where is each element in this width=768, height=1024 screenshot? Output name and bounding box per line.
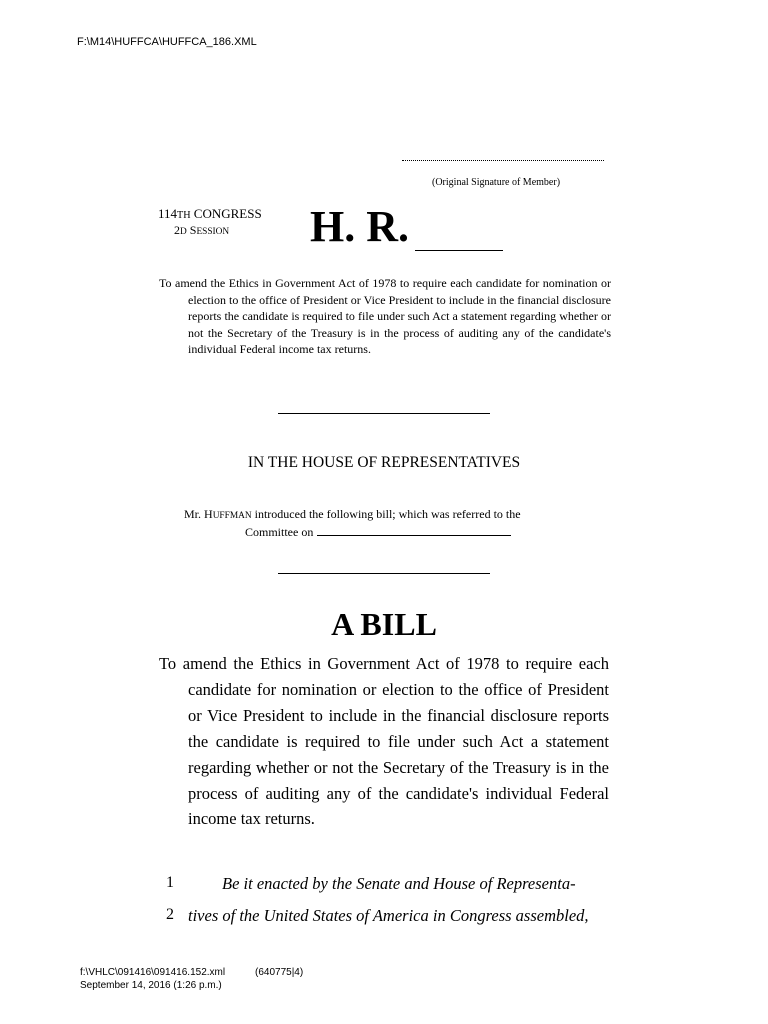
house-heading: IN THE HOUSE OF REPRESENTATIVES xyxy=(247,454,521,471)
divider-rule xyxy=(278,573,490,574)
congress-label: 114TH CONGRESS xyxy=(158,206,262,221)
file-path-header: F:\M14\HUFFCA\HUFFCA_186.XML xyxy=(77,36,257,48)
line-number: 2 xyxy=(166,906,174,923)
signature-caption: (Original Signature of Member) xyxy=(432,177,561,188)
divider-rule xyxy=(278,413,490,414)
bill-number-label: H. R. xyxy=(310,202,409,251)
long-title: To amend the Ethics in Government Act of 1978 to require each candidate for nomination or election to the office of President or Vice President to include in the financial disclosure reports the candidate is required to file under such Act a statement regarding whether or not the Secretary of the Treasury is in the process of auditing any of the candidate's individual Federal income tax returns. xyxy=(159,654,609,829)
bill-number-blank xyxy=(415,250,503,251)
footer-timestamp: September 14, 2016 (1:26 p.m.) xyxy=(80,980,222,991)
line-number: 1 xyxy=(166,874,174,891)
committee-blank xyxy=(317,527,511,536)
bill-heading: A BILL xyxy=(331,606,437,642)
enacting-clause-line: Be it enacted by the Senate and House of Representa- xyxy=(222,874,576,893)
signature-line xyxy=(402,160,604,161)
short-description: To amend the Ethics in Government Act of 1978 to require each candidate for nomination or election to the office of President or Vice President to include in the financial disclosure reports the candidate is required to file under such Act a statement regarding whether or not the Secretary of the Treasury is in the process of auditing any of the candidate's individual Federal income tax returns. xyxy=(159,276,611,357)
session-label: 2D SESSION xyxy=(174,223,230,237)
sponsor-name: HUFFMAN xyxy=(204,507,252,521)
footer-file-path: f:\VHLC\091416\091416.152.xml xyxy=(80,967,226,978)
footer-code: (640775|4) xyxy=(255,967,304,978)
introduction-statement: Mr. HUFFMAN introduced the following bill; which was referred to the Committee on xyxy=(184,507,521,539)
enacting-clause-line: tives of the United States of America in Congress assembled, xyxy=(188,906,589,925)
